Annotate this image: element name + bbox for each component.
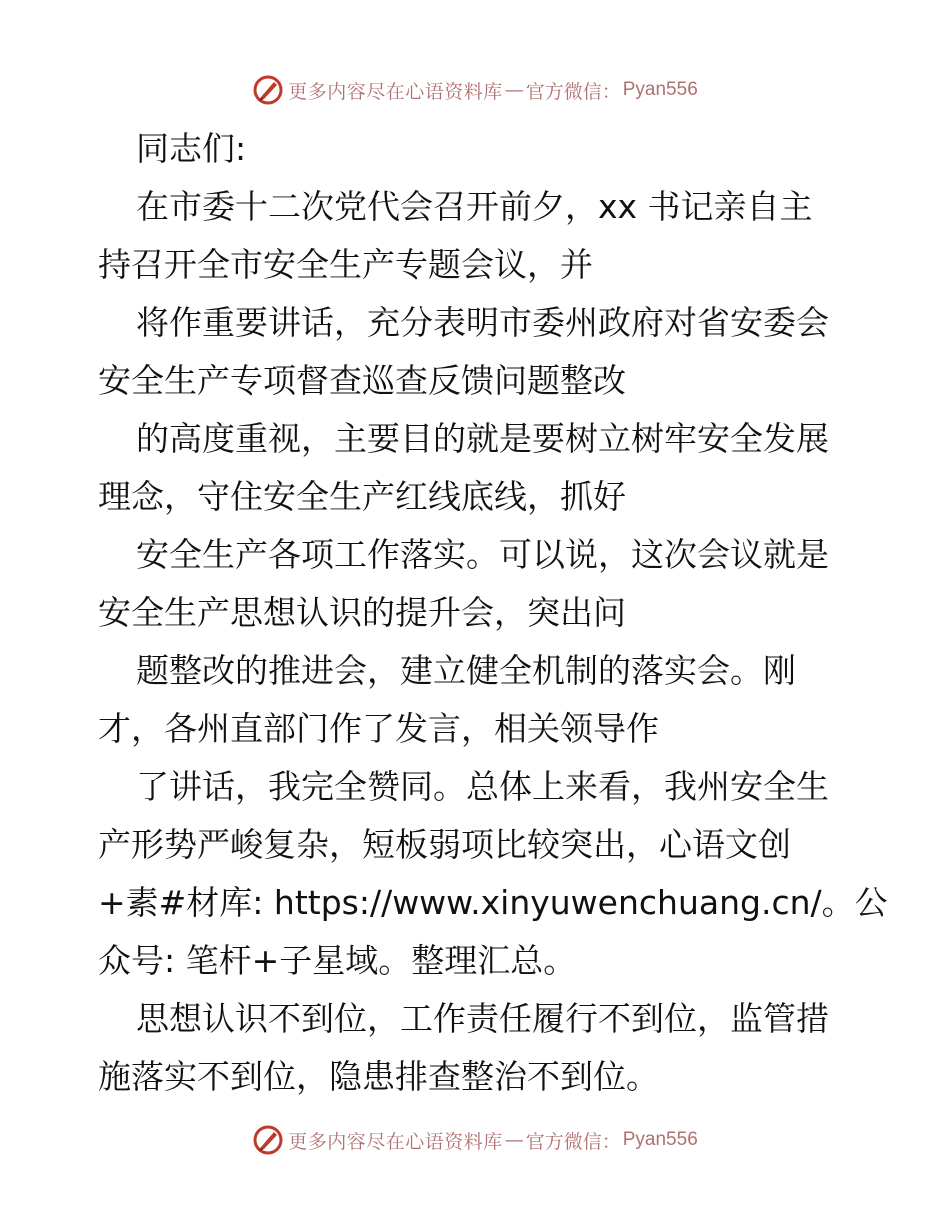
pen-logo-icon	[252, 74, 284, 106]
doc-line: 将作重要讲话，充分表明市委州政府对省安委会	[136, 303, 829, 342]
banner-wechat-label: 官方微信：	[525, 1130, 621, 1153]
doc-line: 题整改的推进会，建立健全机制的落实会。刚	[136, 651, 796, 690]
footer-banner	[0, 1120, 950, 1160]
doc-line: 安全生产专项督查巡查反馈问题整改	[98, 361, 626, 400]
banner-separator: —	[504, 1129, 524, 1151]
header-banner	[0, 70, 950, 110]
banner-slogan: 更多内容尽在心语资料库	[288, 80, 503, 103]
doc-line: 在市委十二次党代会召开前夕，xx 书记亲自主	[136, 187, 813, 226]
doc-line: 才，各州直部门作了发言，相关领导作	[98, 709, 659, 748]
doc-line: 了讲话，我完全赞同。总体上来看，我州安全生	[136, 767, 829, 806]
doc-line: 理念，守住安全生产红线底线，抓好	[98, 477, 626, 516]
banner-slogan: 更多内容尽在心语资料库	[288, 1130, 503, 1153]
doc-line: +素#材库: https://www.xinyuwenchuang.cn/。公	[98, 883, 888, 922]
doc-line: 持召开全市安全生产专题会议，并	[98, 245, 593, 284]
pen-logo-icon	[252, 1124, 284, 1156]
doc-line: 施落实不到位，隐患排查整治不到位。	[98, 1057, 659, 1096]
banner-wechat-label: 官方微信：	[525, 80, 621, 103]
doc-line: 的高度重视，主要目的就是要树立树牢安全发展	[136, 419, 829, 458]
banner-wechat-id: Pyan556	[622, 1129, 698, 1150]
doc-line: 众号: 笔杆+子星域。整理汇总。	[98, 941, 577, 980]
doc-line: 安全生产各项工作落实。可以说，这次会议就是	[136, 535, 829, 574]
banner-separator: —	[504, 79, 524, 101]
doc-line: 同志们:	[136, 129, 247, 168]
banner-wechat-id: Pyan556	[622, 79, 698, 100]
doc-line: 思想认识不到位，工作责任履行不到位，监管措	[136, 999, 829, 1038]
doc-line: 产形势严峻复杂，短板弱项比较突出，心语文创	[98, 825, 791, 864]
document-body	[98, 120, 888, 1106]
doc-line: 安全生产思想认识的提升会，突出问	[98, 593, 626, 632]
